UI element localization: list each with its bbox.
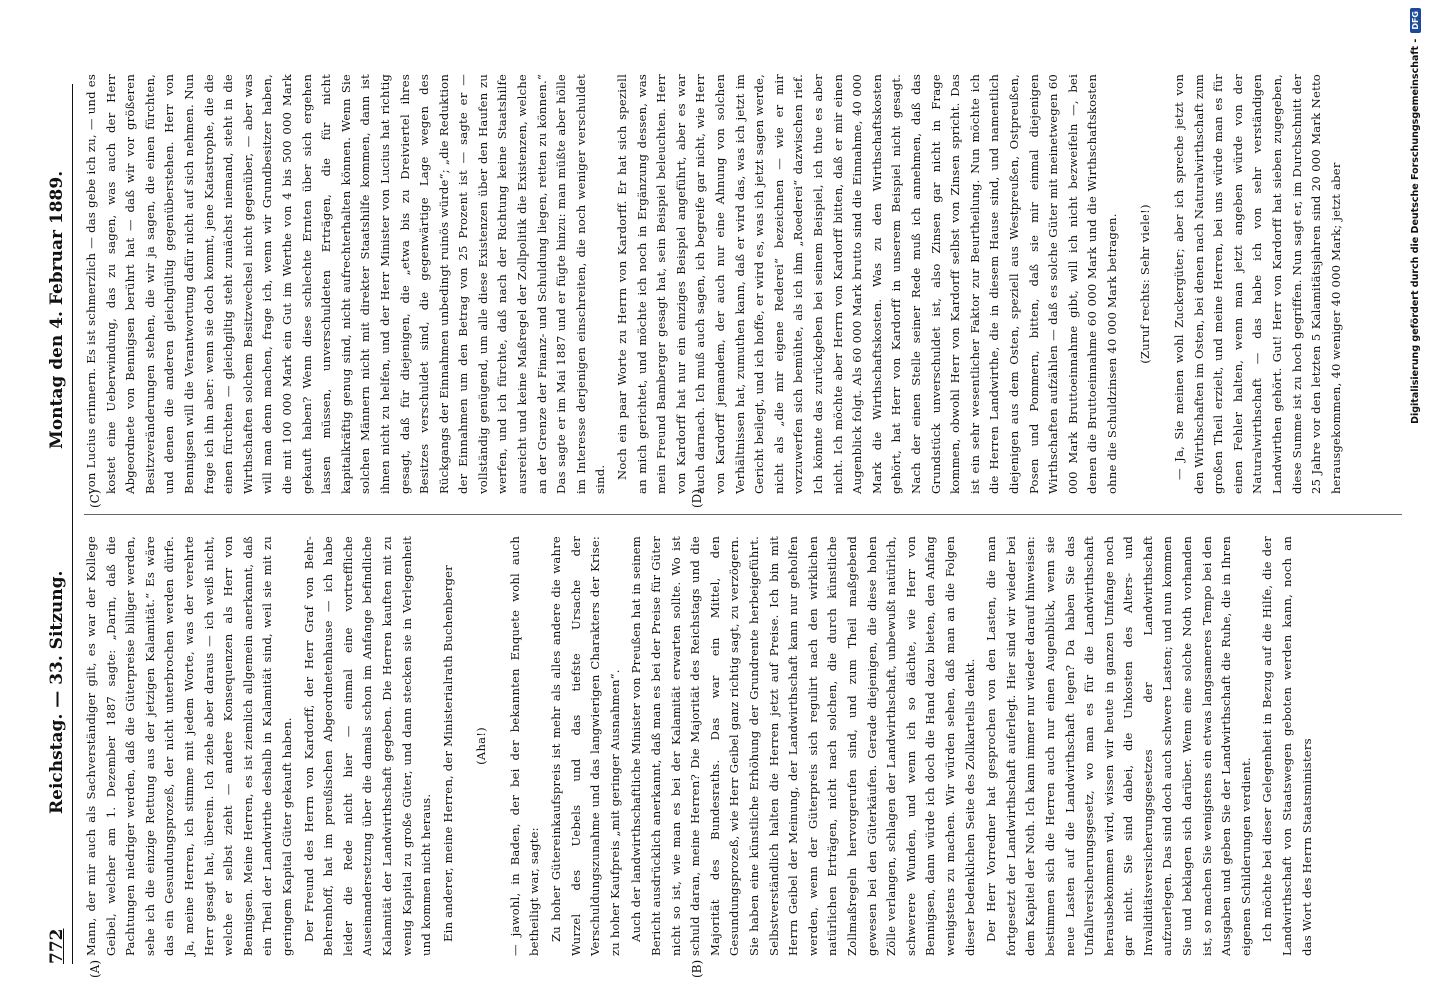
column-divider — [84, 514, 1402, 515]
digitization-credit — [1404, 0, 1426, 1000]
margin-marker-d: (D) — [690, 489, 704, 508]
page-header — [44, 84, 70, 964]
quotation: Zu hoher Gütereinkaufspreis ist mehr als alles andere die wahre Wurzel des Uebels und das tiefste Ursache der Verschuldungszunahme und das langwierigen Charakters der Krise: zu hoher Kaufpreis „mit geringer Ausnahmen“. — [549, 536, 622, 956]
paragraph: Mann, der mir auch als Sachverständiger gilt, es war der Kollege Geibel, welcher am 1. Dezember 1887 sagte: „Darin, daß die Pachtungen niedriger werden, daß die Güterpreise billiger werden, sehe ich die einzige Rettung aus der jetzigen Kalamität.“ Es wäre das ein Gesundungsprozeß, der nicht unterbrochen werden dürfe. Ja, meine Herren, ich stimme mit jedem Worte, was der verehrte Herr gesagt hat, überein. Ich ziehe aber daraus — ich weiß nicht, welche er selbst zieht — andere Konsequenzen als Herr von Bennigsen. Meine Herren, es ist ziemlich allgemein anerkannt, daß ein Theil der Landwirthe deshalb in Kalamität sind, weil sie mit zu geringem Kapital Güter gekauft haben. — [84, 536, 294, 956]
digitization-note: Digitalisierung gefördert durch die Deutsche Forschungsgemeinschaft - — [1409, 38, 1421, 424]
dfg-logo: DFG — [1410, 8, 1421, 33]
session-date: Montag den 4. Februar 1889. — [47, 170, 67, 449]
paragraph: Der Freund des Herrn von Kardorff, der Herr Graf von Behr-Behrenhoff, hat im preußischen Abgeordnetenhause — ich habe leider die Rede nicht hier — einmal eine vortreffliche Auseinandersetzung über die damals schon im Anfange befindliche Kalamität der Landwirthschaft gegeben. Die Herren kauften mit zu wenig Kapital zu große Güter, und dann stecken sie in Verlegenheit und kommen nicht heraus. — [301, 536, 434, 956]
header-rule — [72, 84, 73, 964]
left-column — [82, 536, 1402, 956]
page-number: 772 — [47, 928, 67, 964]
session-title: Reichstag. — 33. Sitzung. — [47, 570, 67, 814]
paragraph: — Ja, Sie meinen wohl Zuckergüter; aber ich spreche jetzt von den Wirthschaften im Osten, bei denen nach Naturalwirthschaft zum großen Theil erzielt, und meine Herren, bei uns würde man es für einen Fehler halten, wenn man jetzt angeben würde von der Naturalwirthschaft — das habe ich von sehr verständigen Landwirthen gehört. Gut! Herr von Kardorff hat sieben zugegeben, diese Summe ist zu hoch gegriffen. Nun sagt er, im Durchschnitt der 25 Jahre vor den letzten 5 Kalamitätsjahren sind 20 000 Mark Netto herausgekommen, 40 weniger 40 000 Mark; jetzt aber — [1172, 74, 1343, 494]
paragraph: — jawohl, in Baden, der bei der bekannten Enquete wohl auch betheiligt war, sagte: — [507, 536, 542, 956]
paragraph: Ein anderer, meine Herren, der Ministerialrath Buchenberger — [440, 565, 455, 942]
paragraph: Ich möchte bei dieser Gelegenheit in Bezug auf die Hilfe, die der Landwirthschaft von Staatswegen geboten werden kann, noch an das Wort des Herrn Staatsministers — [1260, 536, 1314, 956]
margin-marker-c: (C) — [88, 489, 102, 508]
paragraph: Auch der landwirthschaftliche Minister von Preußen hat in seinem Bericht ausdrücklich anerkannt, daß man es bei der Preise für Güter nicht so ist, wie man es bei der Kalamität erwarten sollte. Wo ist schuld daran, meine Herren? Die Majorität des Reichstags und die Majorität des Bundesraths. Das war ein Mittel, den Gesundungsprozeß, wie Herr Geibel ganz richtig sagt, zu verzögern. Sie haben eine künstliche Erhöhung der Grundrente herbeigeführt. Selbstverständlich halten die Herren jetzt auf Preise. Ich bin mit Herrn Geibel der Meinung, der Landwirthschaft kann nur geholfen werden, wenn der Güterpreis sich regulirt nach den wirklichen natürlichen Erträgen, nicht nach solchen, die durch künstliche Zollmaßregeln hervorgerufen sind, und zum Theil maßgebend gewesen bei den Güterkäufen. Gerade diejenigen, die diese hohen Zölle verlangen, schlagen der Landwirthschaft, unbewußt natürlich, schwerere Wunden, und wenn ich so dächte, wie Herr von Bennigsen, dann würde ich doch die Hand dazu bieten, den Anfang wenigstens zu machen. Wir würden sehen, daß man an die Folgen dieser bedenklichen Seite des Zollkartells denkt. — [629, 536, 977, 956]
interjection: (Aha!) — [474, 727, 489, 765]
paragraph: Noch ein paar Worte zu Herrn von Kardorff. Er hat sich speziell an mich gerichtet, und möchte ich noch in Ergänzung dessen, was mein Freund Bamberger gesagt hat, sein Beispiel beleuchten. Herr von Kardorff hat nur ein einziges Beispiel angeführt, aber es war auch darnach. Ich muß auch sagen, ich begreife gar nicht, wie Herr von Kardorff jemandem, der auch nur eine Ahnung von solchen Verhältnissen hat, zumuthen kann, daß er wird das, was ich jetzt im Gericht beilegt, und ich hoffe, er wird es, was ich jetzt sagen werde, nicht als „die mir eigene Rederei“ bezeichnen — wie er mir vorzuwerfen sich bemühte, als ich ihm „Roederei“ dazwischen rief. Ich könnte das zurückgeben bei seinem Beispiel, ich thue es aber nicht. Ich möchte aber Herrn von Kardorff bitten, daß er mir einen Augenblick folgt. Als 60 000 Mark brutto sind die Einnahme, 40 000 Mark die Wirthschaftskosten. Was zu den Wirthschaftskosten gehört, hat Herr von Kardorff in unserem Beispiel nicht gesagt. Nach der einen Stelle seiner Rede muß ich annehmen, daß das Grundstück unverschuldet ist, also Zinsen gar nicht in Frage kommen, obwohl Herr von Kardorff selbst von Zinsen spricht. Das ist ein sehr wesentlicher Faktor zur Beurtheilung. Nun möchte ich die Herren Landwirthe, die in diesem Hause sind, und namentlich diejenigen aus dem Osten, speziell aus Westpreußen, Ostpreußen, Posen und Pommern, bitten, daß sie mir einmal diejenigen Wirthschaften aufzählen — daß es solche Güter mit meinetwegen 60 000 Mark Bruttoeinnahme gibt, will ich nicht bezweifeln —, bei denen die Bruttoeinnahme 60 000 Mark und die Wirthschaftskosten ohne die Schuldzinsen 40 000 Mark betragen. — [615, 74, 1119, 494]
margin-marker-a: (A) — [88, 959, 102, 978]
right-column — [82, 74, 1402, 494]
paragraph: Der Herr Vorredner hat gesprochen von den Lasten, die man fortgesetzt der Landwirthschaft auferlegt. Hier sind wir wieder bei dem Kapitel der Noth. Ich kann immer nur wieder darauf hinweisen: bestimmen sich die Herren auch nur einen Augenblick, wenn sie neue Lasten auf die Landwirthschaft legen? Da haben Sie das Unfallversicherungsgesetz, wo man es für die Landwirthschaft herausbekommen wird, wissen wir heute in ganzen Umfange noch gar nicht. Sie sind dabei, die Unkosten des Alters- und Invaliditätsversicherungsgesetzes der Landwirthschaft aufzuerlegen. Das sind doch auch schwere Lasten; und nun kommen Sie und beklagen sich darüber. Wenn eine solche Noth vorhanden ist, so machen Sie wenigstens ein etwas langsameres Tempo bei den Ausgaben und geben Sie der Landwirthschaft die Ruhe, die in Ihren eigenen Schilderungen verdient. — [984, 536, 1253, 956]
paragraph: von Lucius erinnern. Es ist schmerzlich — das gebe ich zu, — und es kostet eine Ueberwindung, das zu sagen, was auch der Herr Abgeordnete von Bennigsen berührt hat — daß wir vor größeren Besitzveränderungen stehen, die wir ja sagen, die einen fürchten, und denen die anderen gleichgültig gegenüberstehen. Herr von Bennigsen will die Verantwortung dafür nicht auf sich nehmen. Nun frage ich ihn aber: wenn sie doch kommt, jene Katastrophe, die die einen fürchten — gleichgiltig steht zunächst niemand, steht in die Wirthschaften solchem Besitzwechsel nicht gegenüber, — aber was will man denn machen, frage ich, wenn wir Grundbesitzer haben, die mit 100 000 Mark ein Gut im Werthe von 4 bis 500 000 Mark gekauft haben? Wenn diese schlechte Ernten über sich ergehen lassen müssen, unverschuldeten Erträgen, die für nicht kapitalkräftig genug sind, nicht aufrechterhalten können. Wenn Sie solchen Männern nicht mit direkter Staatshilfe kommen, dann ist ihnen nicht zu helfen, und der Herr Minister von Lucius hat richtig gesagt, daß für diejenigen, die „etwa bis zu Dreiviertel ihres Besitzes verschuldet sind, die gegenwärtige Lage wegen des Rückgangs der Einnahmen unbedingt ruinös würde“; „die Reduktion der Einnahmen um den Betrag von 25 Prozent ist — sagte er — vollständig genügend, um alle diese Existenzen über den Haufen zu werfen, und ich fürchte, daß nach der Richtung keine Staatshilfe ausreicht und keine Maßregel der Zollpolitik die Existenzen, welche an der Grenze der Finanz- und Schuldung liegen, retten zu können.“ Das sagte er im Mai 1887 und er fügte hinzu: man müßte aber hölle im Interesse derjenigen einschreiten, die noch weniger verschuldet sind. — [84, 74, 608, 494]
interjection: (Zuruf rechts: Sehr viele!) — [1138, 204, 1153, 364]
margin-marker-b: (B) — [690, 959, 704, 978]
